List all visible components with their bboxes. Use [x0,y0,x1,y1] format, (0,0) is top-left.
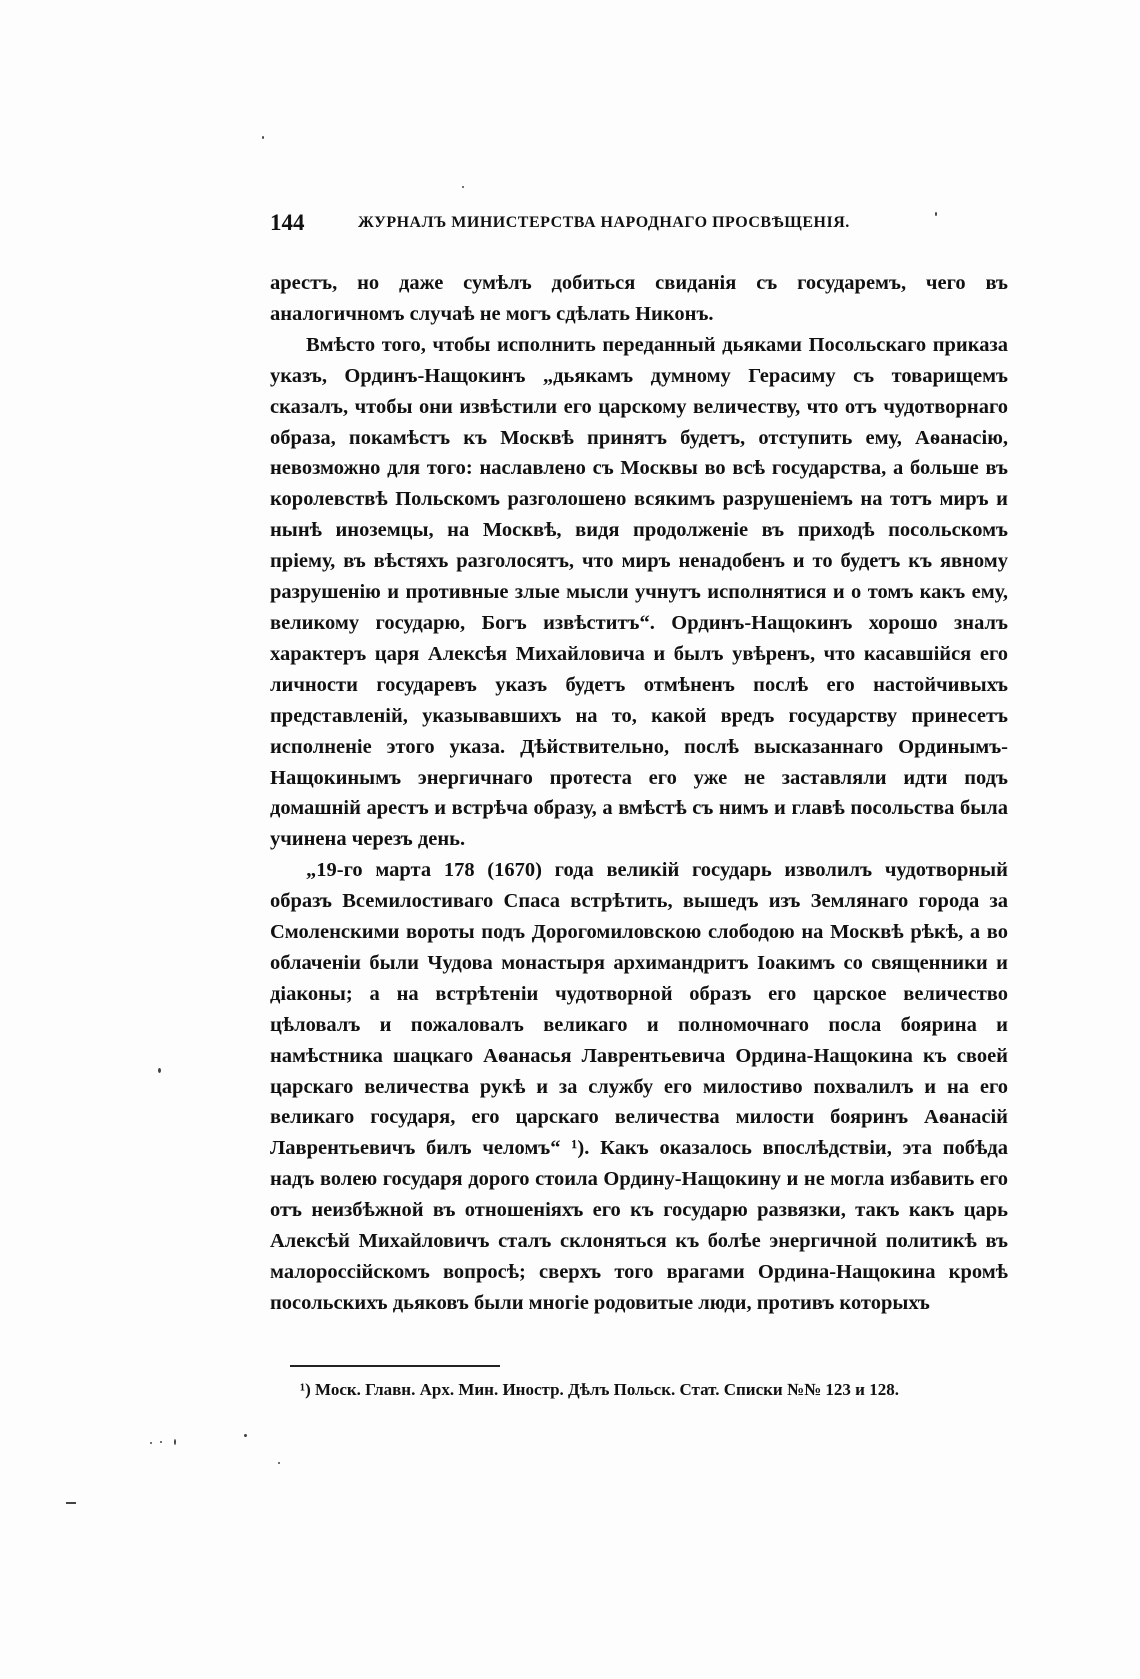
footnote: ¹) Моск. Главн. Арх. Мин. Иностр. Дѣлъ Польск. Стат. Списки №№ 123 и 128. [300,1380,899,1399]
paragraph: Вмѣсто того, чтобы исполнить переданный дьяками Посольскаго приказа указъ, Ординъ-Нащокинъ „дьякамъ думному Герасиму съ товарищемъ сказалъ, чтобы они извѣстили его царскому величеству, что отъ чудотворнаго образа, покамѣстъ къ Москвѣ принятъ будетъ, отступить ему, Аѳанасію, невозможно для того: наславлено съ Москвы во всѣ государства, а больше въ королевствѣ Польскомъ разголошено всякимъ разрушеніемъ на тотъ миръ и нынѣ иноземцы, на Москвѣ, видя продолженіе въ приходѣ посольскомъ пріему, въ вѣстяхъ разголосятъ, что миръ ненадобенъ и то будетъ къ явному разрушенію и противные злые мысли учнутъ исполнятися и о томъ какъ ему, великому государю, Богъ извѣститъ“. Ординъ-Нащокинъ хорошо зналъ характеръ царя Алексѣя Михайловича и былъ увѣренъ, что касавшійся его личности государевъ указъ будетъ отмѣненъ послѣ его настойчивыхъ представленій, указывавшихъ на то, какой вредъ государству принесетъ исполненіе этого указа. Дѣйствительно, послѣ высказаннаго Ординымъ-Нащокинымъ энергичнаго протеста его уже не заставляли идти подъ домашній арестъ и встрѣча образу, а вмѣстѣ съ нимъ и главѣ посольства была учинена черезъ день. [270,333,1008,851]
body-text [270,268,1008,1319]
scan-speck [66,1502,76,1504]
scan-speck [174,1439,176,1445]
paragraph-continued: арестъ, но даже сумѣлъ добиться свиданія съ государемъ, чего въ аналогичномъ случаѣ не могъ сдѣлать Никонъ. [270,272,1008,325]
page-header [270,210,1010,244]
scan-speck [244,1434,247,1437]
scan-speck [935,212,937,216]
paragraph: „19-го марта 178 (1670) года великій государь изволилъ чудотворный образъ Всемилостиваго Спаса встрѣтить, вышедъ изъ Землянаго города за Смоленскими вороты подъ Дорогомиловскою слободою на Москвѣ рѣкѣ, а во облаченіи были Чудова монастыря архимандритъ Іоакимъ со священники и діаконы; а на встрѣтеніи чудотворной образъ его царское величество цѣловалъ и пожаловалъ великаго и полномочнаго посла боярина и намѣстника шацкаго Аѳанасья Лаврентьевича Ордина-Нащокина къ своей царскаго величества рукѣ и за службу его милостиво похвалилъ и на его великаго государя, его царскаго величества милости бояринъ Аѳанасій Лаврентьевичъ билъ челомъ“ ¹). Какъ оказалось впослѣдствіи, эта побѣда надъ волею государя дорого стоила Ордину-Нащокину и не могла избавить его отъ неизбѣжной въ отношеніяхъ его къ государю развязки, такъ какъ царь Алексѣй Михайловичъ сталъ склоняться къ болѣе энергичной политикѣ въ малороссійскомъ вопросѣ; сверхъ того врагами Ордина-Нащокина кромѣ посольскихъ дьяковъ были многіе родовитые люди, противъ которыхъ [270,859,1008,1314]
footnote-divider [290,1365,500,1367]
running-title: ЖУРНАЛЪ МИНИСТЕРСТВА НАРОДНАГО ПРОСВѢЩЕНІЯ. [358,214,850,231]
scan-speck [462,186,464,188]
scan-speck [150,1442,152,1444]
page-number: 144 [270,210,305,235]
scan-speck [160,1441,162,1443]
scan-speck [158,1068,161,1073]
scan-speck [262,136,264,139]
scan-speck [278,1462,280,1464]
